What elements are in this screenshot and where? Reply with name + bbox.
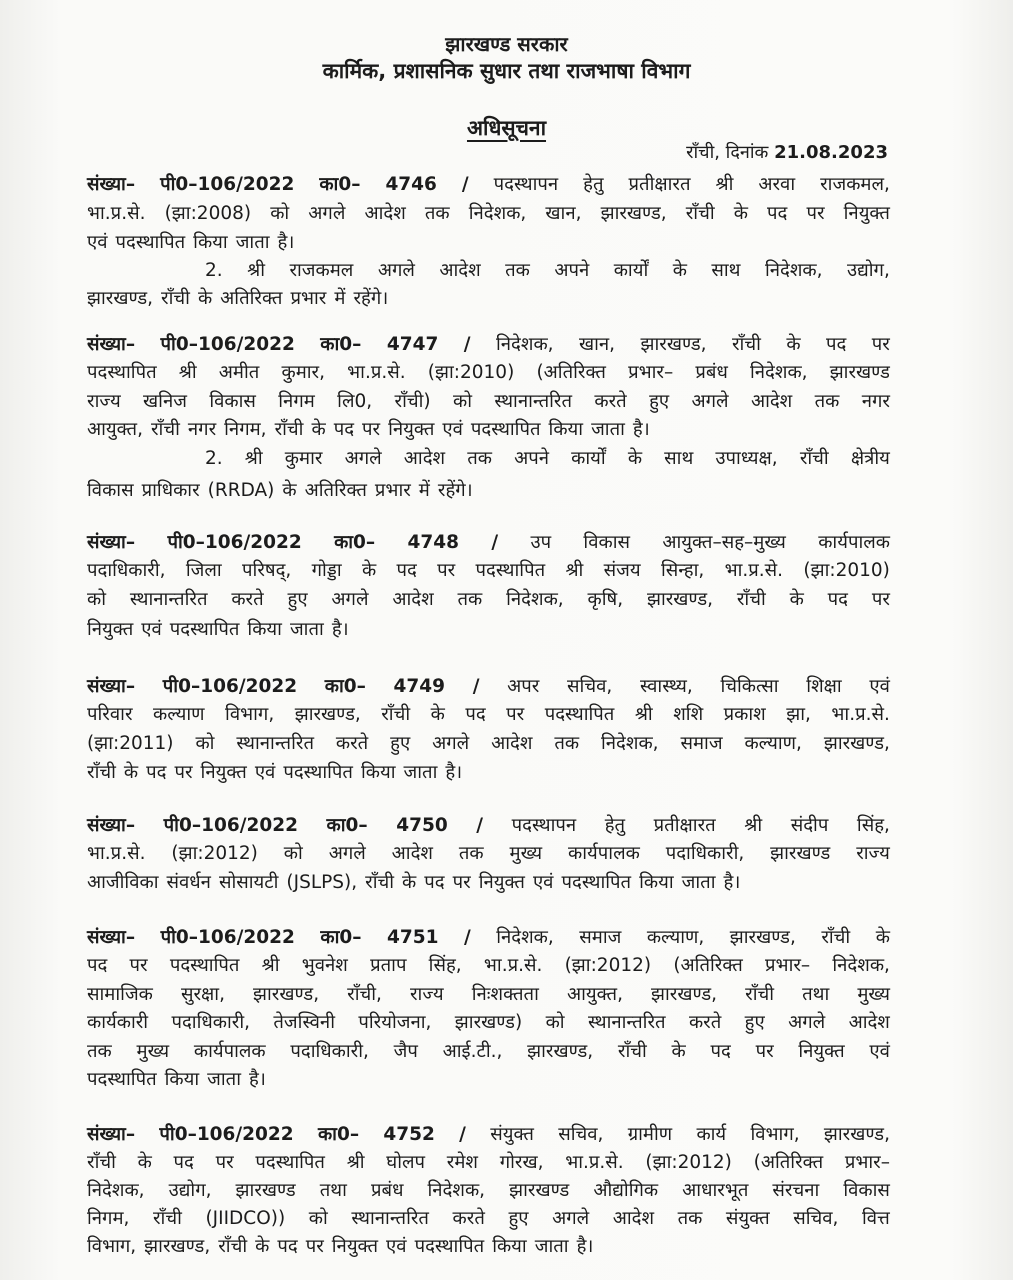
order-line: राँची के पद पर नियुक्त एवं पदस्थापित किया जाता है। (87, 762, 463, 783)
order-reference: संख्या– (87, 174, 136, 195)
order-reference: पी0–106/2022 (160, 174, 295, 195)
order-line: भा.प्र.से. (झा:2008) को अगले आदेश तक निदेशक, खान, झारखण्ड, राँची के पद पर नियुक्त (87, 203, 890, 224)
order-reference: पी0–106/2022 (163, 815, 298, 836)
order-reference: संख्या– (87, 676, 136, 697)
order-line: आजीविका संवर्धन सोसायटी (JSLPS), राँची के पद पर नियुक्त एवं पदस्थापित किया जाता है। (87, 872, 741, 893)
order-line: निगम, राँची (JIIDCO)) को स्थानान्तरित करते हुए अगले आदेश तक संयुक्त सचिव, वित्त (87, 1208, 890, 1229)
order-line: पद पर पदस्थापित श्री भुवनेश प्रताप सिंह, भा.प्र.से. (झा:2012) (अतिरिक्त प्रभार– निदेशक, (87, 955, 890, 976)
order-line: 2. श्री कुमार अगले आदेश तक अपने कार्यों के साथ उपाध्यक्ष, राँची क्षेत्रीय (205, 448, 890, 469)
order-reference: का0– (319, 174, 361, 195)
order-line: 2. श्री राजकमल अगले आदेश तक अपने कार्यों के साथ निदेशक, उद्योग, (205, 260, 890, 281)
order-line: पदस्थापित किया जाता है। (87, 1069, 266, 1090)
order-line: संख्या– पी0–106/2022 का0– 4751 / निदेशक, समाज कल्याण, झारखण्ड, राँची के (87, 927, 890, 948)
order-reference: / (476, 815, 484, 836)
order-reference: पी0–106/2022 (162, 676, 298, 697)
order-reference: का0– (334, 532, 376, 553)
order-reference: का0– (326, 815, 368, 836)
order-line: राँची के पद पर पदस्थापित श्री घोलप रमेश गोरख, भा.प्र.से. (झा:2012) (अतिरिक्त प्रभार– (87, 1152, 890, 1173)
order-line: निदेशक, उद्योग, झारखण्ड तथा प्रबंध निदेशक, झारखण्ड औद्योगिक आधारभूत संरचना विकास (87, 1180, 890, 1201)
order-reference: / (463, 334, 471, 355)
order-reference: / (461, 174, 469, 195)
order-line: परिवार कल्याण विभाग, झारखण्ड, राँची के पद पर पदस्थापित श्री शशि प्रकाश झा, भा.प्र.से. (87, 704, 890, 725)
order-reference: संख्या– (87, 532, 136, 553)
order-reference: संख्या– (87, 334, 136, 355)
order-line: आयुक्त, राँची नगर निगम, राँची के पद पर नियुक्त एवं पदस्थापित किया जाता है। (87, 419, 650, 440)
order-reference: 4750 (396, 815, 448, 836)
order-reference: / (459, 1124, 466, 1145)
order-line: को स्थानान्तरित करते हुए अगले आदेश तक निदेशक, कृषि, झारखण्ड, राँची के पद पर (87, 589, 890, 610)
order-reference: 4746 (385, 174, 437, 195)
order-reference: संख्या– (87, 815, 136, 836)
government-heading: झारखण्ड सरकार (445, 32, 568, 56)
order-line: नियुक्त एवं पदस्थापित किया जाता है। (87, 619, 349, 640)
order-line: पदाधिकारी, जिला परिषद्, गोड्डा के पद पर पदस्थापित श्री संजय सिन्हा, भा.प्र.से. (झा:2010) (87, 560, 890, 581)
order-line: विकास प्राधिकार (RRDA) के अतिरिक्त प्रभार में रहेंगे। (87, 480, 473, 501)
order-reference: का0– (320, 927, 362, 948)
order-reference: 4748 (407, 532, 460, 553)
order-line: संख्या– पी0–106/2022 का0– 4750 / पदस्थापन हेतु प्रतीक्षारत श्री संदीप सिंह, (87, 815, 890, 836)
order-line: राज्य खनिज विकास निगम लि0, राँची) को स्थानान्तरित करते हुए अगले आदेश तक नगर (87, 391, 890, 412)
document-title: अधिसूचना (466, 116, 547, 140)
order-line: संख्या– पी0–106/2022 का0– 4752 / संयुक्त सचिव, ग्रामीण कार्य विभाग, झारखण्ड, (87, 1124, 890, 1145)
order-line: सामाजिक सुरक्षा, झारखण्ड, राँची, राज्य निःशक्तता आयुक्त, झारखण्ड, राँची तथा मुख्य (87, 984, 890, 1005)
date-value: 21.08.2023 (774, 142, 888, 163)
order-reference: 4752 (383, 1124, 435, 1145)
order-reference: का0– (320, 334, 362, 355)
order-reference: 4751 (386, 927, 439, 948)
order-reference: पी0–106/2022 (160, 927, 295, 948)
order-reference: पी0–106/2022 (160, 334, 295, 355)
order-line: संख्या– पी0–106/2022 का0– 4747 / निदेशक, खान, झारखण्ड, राँची के पद पर (87, 334, 890, 355)
order-line: भा.प्र.से. (झा:2012) को अगले आदेश तक मुख्य कार्यपालक पदाधिकारी, झारखण्ड राज्य (87, 843, 890, 864)
order-line: संख्या– पी0–106/2022 का0– 4749 / अपर सचिव, स्वास्थ्य, चिकित्सा शिक्षा एवं (87, 676, 890, 697)
order-line: (झा:2011) को स्थानान्तरित करते हुए अगले आदेश तक निदेशक, समाज कल्याण, झारखण्ड, (87, 733, 890, 754)
order-reference: संख्या– (87, 927, 136, 948)
order-reference: पी0–106/2022 (167, 532, 302, 553)
order-reference: संख्या– (87, 1124, 136, 1145)
order-reference: / (491, 532, 499, 553)
order-reference: पी0–106/2022 (159, 1124, 294, 1145)
order-line: पदस्थापित श्री अमीत कुमार, भा.प्र.से. (झा:2010) (अतिरिक्त प्रभार– प्रबंध निदेशक, झारखण्ड (87, 362, 890, 383)
order-reference: का0– (324, 676, 366, 697)
order-line: झारखण्ड, राँची के अतिरिक्त प्रभार में रहेंगे। (87, 288, 389, 309)
order-line: विभाग, झारखण्ड, राँची के पद पर नियुक्त एवं पदस्थापित किया जाता है। (87, 1236, 594, 1257)
order-line: तक मुख्य कार्यपालक पदाधिकारी, जैप आई.टी., झारखण्ड, राँची के पद पर नियुक्त एवं (87, 1041, 890, 1062)
order-line: एवं पदस्थापित किया जाता है। (87, 232, 295, 253)
order-reference: / (463, 927, 471, 948)
order-reference: 4749 (393, 676, 446, 697)
order-line: संख्या– पी0–106/2022 का0– 4746 / पदस्थापन हेतु प्रतीक्षारत श्री अरवा राजकमल, (87, 174, 890, 195)
order-line: कार्यकारी पदाधिकारी, तेजस्विनी परियोजना, झारखण्ड) को स्थानान्तरित करते हुए अगले आदेश (87, 1012, 890, 1033)
department-heading: कार्मिक, प्रशासनिक सुधार तथा राजभाषा विभाग (322, 59, 691, 83)
place-date: राँची, दिनांक 21.08.2023 (686, 142, 888, 163)
order-reference: का0– (317, 1124, 360, 1145)
order-line: संख्या– पी0–106/2022 का0– 4748 / उप विकास आयुक्त–सह–मुख्य कार्यपालक (87, 532, 890, 553)
order-reference: / (472, 676, 480, 697)
order-reference: 4747 (386, 334, 439, 355)
